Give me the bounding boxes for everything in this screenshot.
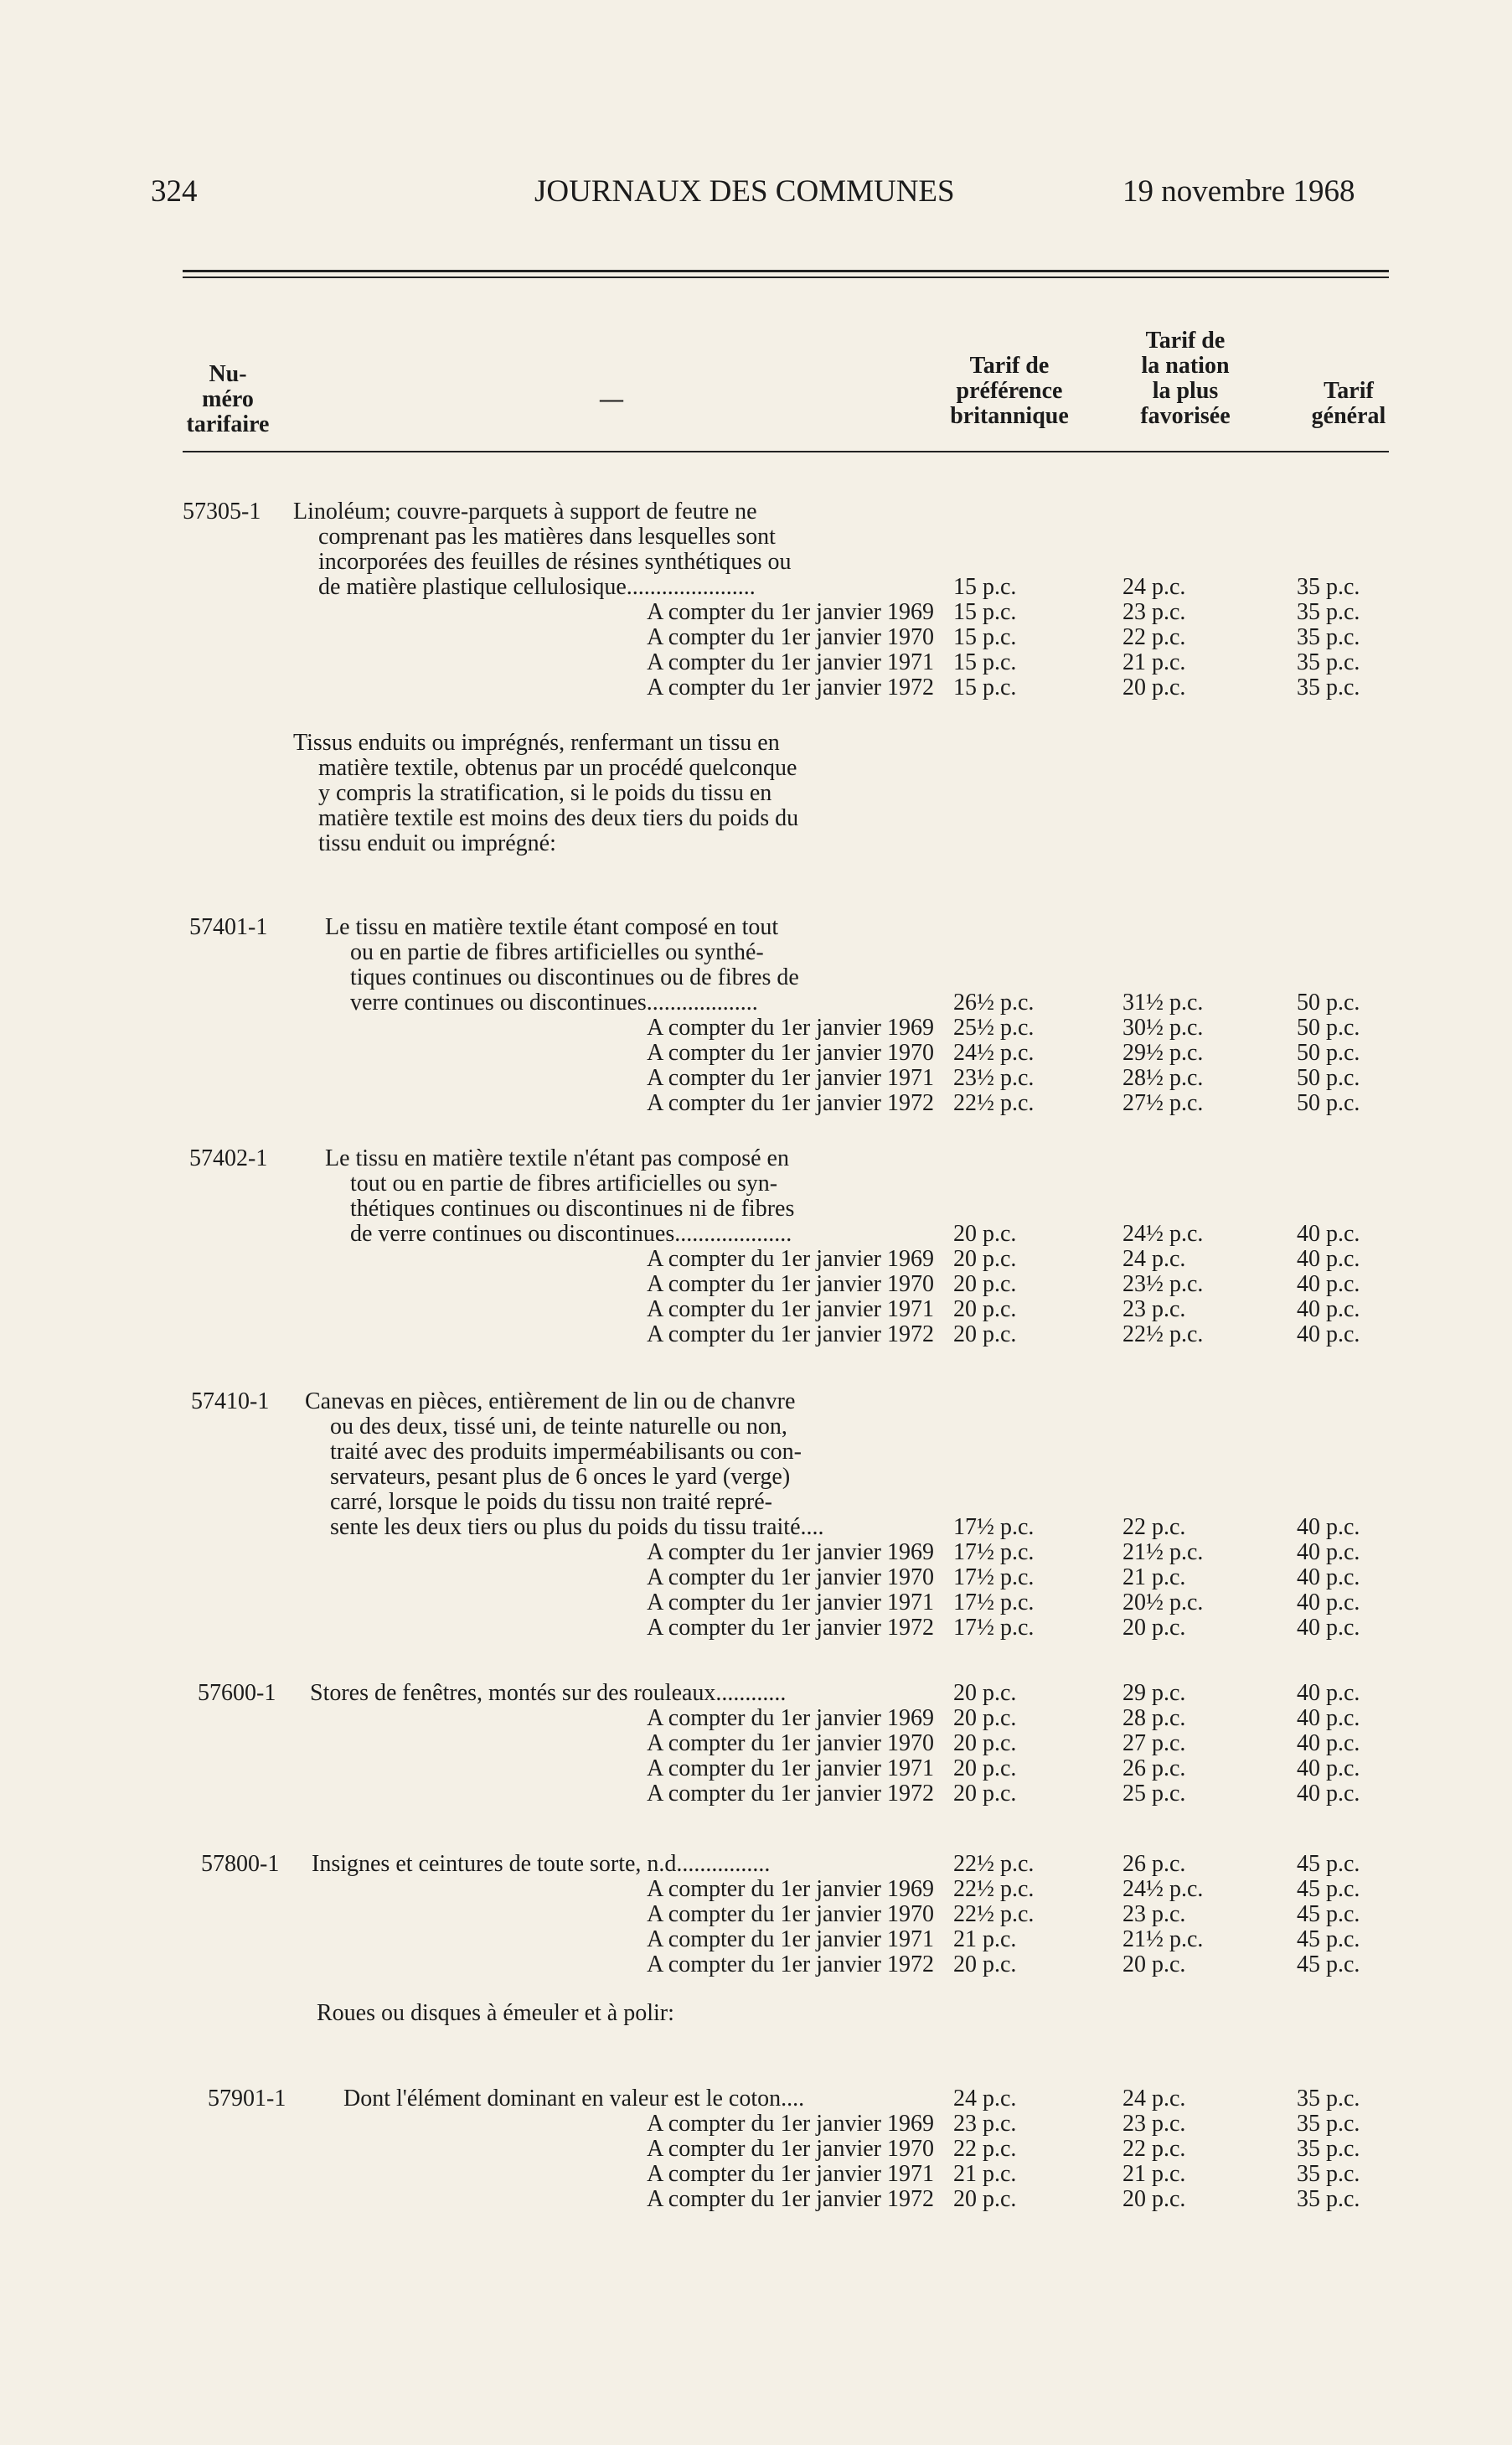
most-favoured-rate: 31½ p.c. (1122, 990, 1204, 1016)
general-rate: 35 p.c. (1297, 649, 1360, 675)
general-rate: 40 p.c. (1297, 1781, 1360, 1807)
rate-date-label: A compter du 1er janvier 1970 (647, 1730, 934, 1756)
item-description-line: matière textile, obtenus par un procédé quelconque (318, 755, 797, 781)
british-preference-rate: 25½ p.c. (953, 1015, 1035, 1041)
tariff-number: 57600-1 (198, 1680, 276, 1706)
rate-date-label: A compter du 1er janvier 1971 (647, 649, 934, 675)
british-preference-rate: 20 p.c. (953, 1705, 1017, 1731)
british-preference-rate: 15 p.c. (953, 675, 1017, 700)
top-rule (183, 270, 1389, 272)
rate-date-label: A compter du 1er janvier 1969 (647, 1705, 934, 1731)
most-favoured-rate: 21 p.c. (1122, 649, 1186, 675)
item-description-line: Tissus enduits ou imprégnés, renfermant un tissu en (293, 730, 780, 756)
rate-date-label: A compter du 1er janvier 1971 (647, 1926, 934, 1952)
british-preference-rate: 17½ p.c. (953, 1539, 1035, 1565)
item-description-line: incorporées des feuilles de résines synthétiques ou (318, 549, 792, 575)
british-preference-rate: 20 p.c. (953, 1951, 1017, 1977)
item-description-line: tiques continues ou discontinues ou de fibres de (350, 964, 799, 990)
most-favoured-rate: 29½ p.c. (1122, 1040, 1204, 1066)
general-rate: 50 p.c. (1297, 1090, 1360, 1116)
item-description-line: carré, lorsque le poids du tissu non traité repré- (330, 1489, 772, 1515)
british-preference-rate: 17½ p.c. (953, 1564, 1035, 1590)
general-rate: 35 p.c. (1297, 2111, 1360, 2137)
most-favoured-rate: 24½ p.c. (1122, 1876, 1204, 1902)
journal-title: JOURNAUX DES COMMUNES (534, 174, 955, 209)
british-preference-rate: 22½ p.c. (953, 1876, 1035, 1902)
tariff-number: 57901-1 (208, 2086, 286, 2112)
british-preference-rate: 20 p.c. (953, 1221, 1017, 1247)
general-rate: 40 p.c. (1297, 1564, 1360, 1590)
british-preference-rate: 15 p.c. (953, 624, 1017, 650)
most-favoured-rate: 23 p.c. (1122, 2111, 1186, 2137)
british-preference-rate: 17½ p.c. (953, 1615, 1035, 1641)
rate-date-label: A compter du 1er janvier 1972 (647, 1615, 934, 1641)
british-preference-rate: 22½ p.c. (953, 1901, 1035, 1927)
item-description-line: de verre continues ou discontinues.................... (350, 1221, 792, 1247)
rate-date-label: A compter du 1er janvier 1970 (647, 2136, 934, 2162)
general-rate: 35 p.c. (1297, 574, 1360, 600)
most-favoured-rate: 24 p.c. (1122, 1246, 1186, 1272)
rate-date-label: A compter du 1er janvier 1970 (647, 1271, 934, 1297)
item-description-line: ou en partie de fibres artificielles ou synthé- (350, 939, 764, 965)
rate-date-label: A compter du 1er janvier 1971 (647, 1755, 934, 1781)
most-favoured-rate: 28 p.c. (1122, 1705, 1186, 1731)
general-rate: 35 p.c. (1297, 624, 1360, 650)
most-favoured-rate: 25 p.c. (1122, 1781, 1186, 1807)
item-description-line: Roues ou disques à émeuler et à polir: (317, 2000, 674, 2026)
most-favoured-rate: 20 p.c. (1122, 1951, 1186, 1977)
most-favoured-rate: 26 p.c. (1122, 1851, 1186, 1877)
general-rate: 40 p.c. (1297, 1221, 1360, 1247)
most-favoured-rate: 23 p.c. (1122, 1901, 1186, 1927)
general-rate: 45 p.c. (1297, 1951, 1360, 1977)
most-favoured-rate: 21½ p.c. (1122, 1926, 1204, 1952)
tariff-number: 57410-1 (191, 1388, 270, 1414)
most-favoured-rate: 20 p.c. (1122, 1615, 1186, 1641)
most-favoured-rate: 24 p.c. (1122, 574, 1186, 600)
item-description-line: tissu enduit ou imprégné: (318, 830, 556, 856)
rate-date-label: A compter du 1er janvier 1969 (647, 2111, 934, 2137)
rate-date-label: A compter du 1er janvier 1969 (647, 1015, 934, 1041)
item-description-line: Insignes et ceintures de toute sorte, n.d................ (312, 1851, 771, 1877)
item-description-line: Dont l'élément dominant en valeur est le coton.... (343, 2086, 805, 2112)
most-favoured-rate: 23½ p.c. (1122, 1271, 1204, 1297)
general-rate: 40 p.c. (1297, 1615, 1360, 1641)
british-preference-rate: 22 p.c. (953, 2136, 1017, 2162)
rate-date-label: A compter du 1er janvier 1971 (647, 1296, 934, 1322)
general-rate: 50 p.c. (1297, 990, 1360, 1016)
rate-date-label: A compter du 1er janvier 1969 (647, 1539, 934, 1565)
british-preference-rate: 20 p.c. (953, 1271, 1017, 1297)
british-preference-rate: 20 p.c. (953, 1321, 1017, 1347)
british-preference-rate: 17½ p.c. (953, 1590, 1035, 1615)
british-preference-rate: 15 p.c. (953, 599, 1017, 625)
rate-date-label: A compter du 1er janvier 1972 (647, 1321, 934, 1347)
general-rate: 45 p.c. (1297, 1876, 1360, 1902)
item-description-line: traité avec des produits imperméabilisants ou con- (330, 1439, 802, 1465)
british-preference-rate: 21 p.c. (953, 2161, 1017, 2187)
most-favoured-rate: 22 p.c. (1122, 1514, 1186, 1540)
most-favoured-rate: 22 p.c. (1122, 624, 1186, 650)
british-preference-rate: 23½ p.c. (953, 1065, 1035, 1091)
most-favoured-rate: 24½ p.c. (1122, 1221, 1204, 1247)
general-rate: 35 p.c. (1297, 2186, 1360, 2212)
british-preference-rate: 20 p.c. (953, 1730, 1017, 1756)
most-favoured-rate: 21 p.c. (1122, 2161, 1186, 2187)
general-rate: 35 p.c. (1297, 2086, 1360, 2112)
page-date: 19 novembre 1968 (1122, 174, 1355, 209)
general-rate: 40 p.c. (1297, 1271, 1360, 1297)
item-description-line: y compris la stratification, si le poids du tissu en (318, 780, 772, 806)
col-head-most-favoured: Tarif de la nation la plus favorisée (1140, 328, 1231, 429)
item-description-line: ou des deux, tissé uni, de teinte naturelle ou non, (330, 1414, 787, 1440)
british-preference-rate: 23 p.c. (953, 2111, 1017, 2137)
most-favoured-rate: 30½ p.c. (1122, 1015, 1204, 1041)
item-description-line: Linoléum; couvre-parquets à support de feutre ne (293, 499, 757, 525)
british-preference-rate: 24 p.c. (953, 2086, 1017, 2112)
most-favoured-rate: 26 p.c. (1122, 1755, 1186, 1781)
item-description-line: Stores de fenêtres, montés sur des rouleaux............ (310, 1680, 787, 1706)
rate-date-label: A compter du 1er janvier 1970 (647, 1564, 934, 1590)
item-description-line: de matière plastique cellulosique...................... (318, 574, 756, 600)
tariff-number: 57401-1 (189, 914, 268, 940)
most-favoured-rate: 20½ p.c. (1122, 1590, 1204, 1615)
rate-date-label: A compter du 1er janvier 1969 (647, 1876, 934, 1902)
general-rate: 40 p.c. (1297, 1705, 1360, 1731)
header-rule (183, 451, 1389, 452)
british-preference-rate: 22½ p.c. (953, 1090, 1035, 1116)
british-preference-rate: 20 p.c. (953, 1755, 1017, 1781)
general-rate: 35 p.c. (1297, 599, 1360, 625)
british-preference-rate: 20 p.c. (953, 1781, 1017, 1807)
british-preference-rate: 20 p.c. (953, 2186, 1017, 2212)
most-favoured-rate: 20 p.c. (1122, 675, 1186, 700)
british-preference-rate: 20 p.c. (953, 1246, 1017, 1272)
most-favoured-rate: 23 p.c. (1122, 1296, 1186, 1322)
rate-date-label: A compter du 1er janvier 1969 (647, 1246, 934, 1272)
most-favoured-rate: 21½ p.c. (1122, 1539, 1204, 1565)
item-description-line: verre continues ou discontinues................... (350, 990, 758, 1016)
most-favoured-rate: 28½ p.c. (1122, 1065, 1204, 1091)
rate-date-label: A compter du 1er janvier 1972 (647, 2186, 934, 2212)
item-description-line: Canevas en pièces, entièrement de lin ou de chanvre (305, 1388, 796, 1414)
tariff-number: 57402-1 (189, 1145, 268, 1171)
col-head-tariff-number: Nu- méro tarifaire (186, 361, 270, 437)
rate-date-label: A compter du 1er janvier 1971 (647, 2161, 934, 2187)
page-number: 324 (151, 174, 198, 209)
most-favoured-rate: 22 p.c. (1122, 2136, 1186, 2162)
most-favoured-rate: 29 p.c. (1122, 1680, 1186, 1706)
item-description-line: thétiques continues ou discontinues ni de fibres (350, 1196, 795, 1222)
british-preference-rate: 21 p.c. (953, 1926, 1017, 1952)
item-description-line: Le tissu en matière textile n'étant pas composé en (325, 1145, 789, 1171)
item-description-line: servateurs, pesant plus de 6 onces le yard (verge) (330, 1464, 791, 1490)
tariff-number: 57305-1 (183, 499, 261, 525)
rate-date-label: A compter du 1er janvier 1970 (647, 1901, 934, 1927)
general-rate: 45 p.c. (1297, 1901, 1360, 1927)
general-rate: 45 p.c. (1297, 1926, 1360, 1952)
col-head-british-preference: Tarif de préférence britannique (950, 353, 1069, 429)
general-rate: 40 p.c. (1297, 1514, 1360, 1540)
general-rate: 40 p.c. (1297, 1246, 1360, 1272)
general-rate: 40 p.c. (1297, 1296, 1360, 1322)
most-favoured-rate: 23 p.c. (1122, 599, 1186, 625)
most-favoured-rate: 27½ p.c. (1122, 1090, 1204, 1116)
general-rate: 35 p.c. (1297, 2161, 1360, 2187)
rate-date-label: A compter du 1er janvier 1972 (647, 1781, 934, 1807)
rate-date-label: A compter du 1er janvier 1969 (647, 599, 934, 625)
general-rate: 40 p.c. (1297, 1680, 1360, 1706)
british-preference-rate: 15 p.c. (953, 574, 1017, 600)
general-rate: 40 p.c. (1297, 1755, 1360, 1781)
item-description-line: Le tissu en matière textile étant composé en tout (325, 914, 779, 940)
top-rule-2 (183, 277, 1389, 278)
general-rate: 50 p.c. (1297, 1040, 1360, 1066)
tariff-number: 57800-1 (201, 1851, 280, 1877)
british-preference-rate: 17½ p.c. (953, 1514, 1035, 1540)
general-rate: 50 p.c. (1297, 1065, 1360, 1091)
col-head-description: — (600, 386, 623, 412)
item-description-line: matière textile est moins des deux tiers du poids du (318, 805, 799, 831)
most-favoured-rate: 24 p.c. (1122, 2086, 1186, 2112)
rate-date-label: A compter du 1er janvier 1970 (647, 1040, 934, 1066)
rate-date-label: A compter du 1er janvier 1971 (647, 1590, 934, 1615)
general-rate: 40 p.c. (1297, 1590, 1360, 1615)
british-preference-rate: 26½ p.c. (953, 990, 1035, 1016)
general-rate: 35 p.c. (1297, 675, 1360, 700)
most-favoured-rate: 27 p.c. (1122, 1730, 1186, 1756)
british-preference-rate: 20 p.c. (953, 1296, 1017, 1322)
general-rate: 45 p.c. (1297, 1851, 1360, 1877)
item-description-line: tout ou en partie de fibres artificielles ou syn- (350, 1171, 778, 1197)
most-favoured-rate: 20 p.c. (1122, 2186, 1186, 2212)
rate-date-label: A compter du 1er janvier 1971 (647, 1065, 934, 1091)
general-rate: 40 p.c. (1297, 1321, 1360, 1347)
general-rate: 50 p.c. (1297, 1015, 1360, 1041)
item-description-line: comprenant pas les matières dans lesquelles sont (318, 524, 776, 550)
general-rate: 35 p.c. (1297, 2136, 1360, 2162)
most-favoured-rate: 21 p.c. (1122, 1564, 1186, 1590)
rate-date-label: A compter du 1er janvier 1972 (647, 1090, 934, 1116)
rate-date-label: A compter du 1er janvier 1972 (647, 675, 934, 700)
col-head-general: Tarif général (1311, 378, 1386, 429)
general-rate: 40 p.c. (1297, 1539, 1360, 1565)
british-preference-rate: 15 p.c. (953, 649, 1017, 675)
rate-date-label: A compter du 1er janvier 1970 (647, 624, 934, 650)
rate-date-label: A compter du 1er janvier 1972 (647, 1951, 934, 1977)
most-favoured-rate: 22½ p.c. (1122, 1321, 1204, 1347)
british-preference-rate: 24½ p.c. (953, 1040, 1035, 1066)
item-description-line: sente les deux tiers ou plus du poids du tissu traité.... (330, 1514, 824, 1540)
general-rate: 40 p.c. (1297, 1730, 1360, 1756)
british-preference-rate: 22½ p.c. (953, 1851, 1035, 1877)
british-preference-rate: 20 p.c. (953, 1680, 1017, 1706)
